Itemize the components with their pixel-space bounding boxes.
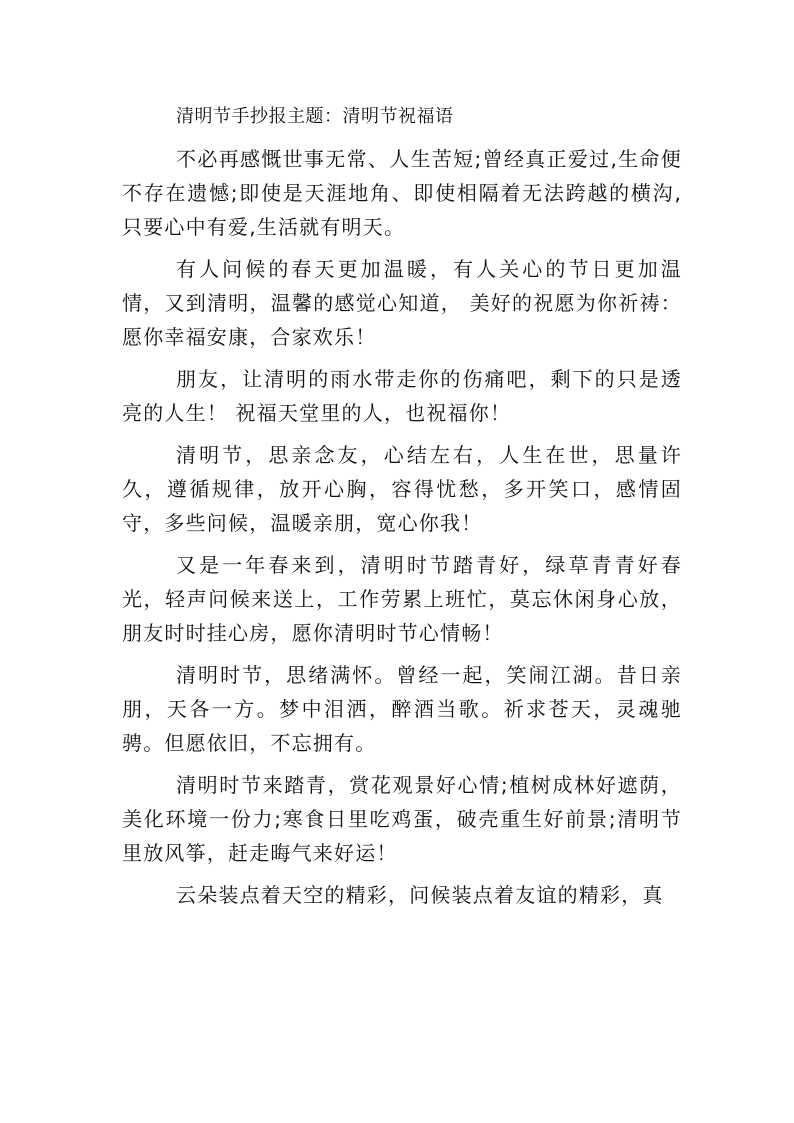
paragraph: 朋友，让清明的雨水带走你的伤痛吧，剩下的只是透亮的人生！ 祝福天堂里的人，也祝福你！	[122, 367, 682, 425]
paragraph: 不必再感慨世事无常、人生苦短;曾经真正爱过,生命便不存在遗憾;即使是天涯地角、即使相隔着无法跨越的横沟,只要心中有爱,生活就有明天。	[122, 147, 682, 239]
paragraph: 云朵装点着天空的精彩，问候装点着友谊的精彩，真	[176, 883, 664, 907]
paragraph: 清明时节，思绪满怀。曾经一起，笑闹江湖。昔日亲朋，天各一方。梦中泪洒，醉酒当歌。祈求苍天，灵魂驰骋。但愿依旧，不忘拥有。	[122, 663, 682, 755]
paragraph: 清明时节来踏青，赏花观景好心情;植树成林好遮荫，美化环境一份力;寒食日里吃鸡蛋，破壳重生好前景;清明节里放风筝，赶走晦气来好运！	[122, 773, 682, 865]
paragraph: 又是一年春来到，清明时节踏青好，绿草青青好春光，轻声问候来送上，工作劳累上班忙，莫忘休闲身心放，朋友时时挂心房，愿你清明时节心情畅！	[122, 553, 682, 645]
paragraph: 有人问候的春天更加温暖，有人关心的节日更加温情，又到清明，温馨的感觉心知道， 美好的祝愿为你祈祷：愿你幸福安康，合家欢乐！	[122, 257, 682, 349]
document-body	[122, 104, 682, 920]
paragraph: 清明节，思亲念友，心结左右，人生在世，思量许久，遵循规律，放开心胸，容得忧愁，多开笑口，感情固守，多些问候，温暖亲朋，宽心你我！	[122, 443, 682, 535]
document-title: 清明节手抄报主题：清明节祝福语	[176, 106, 454, 127]
